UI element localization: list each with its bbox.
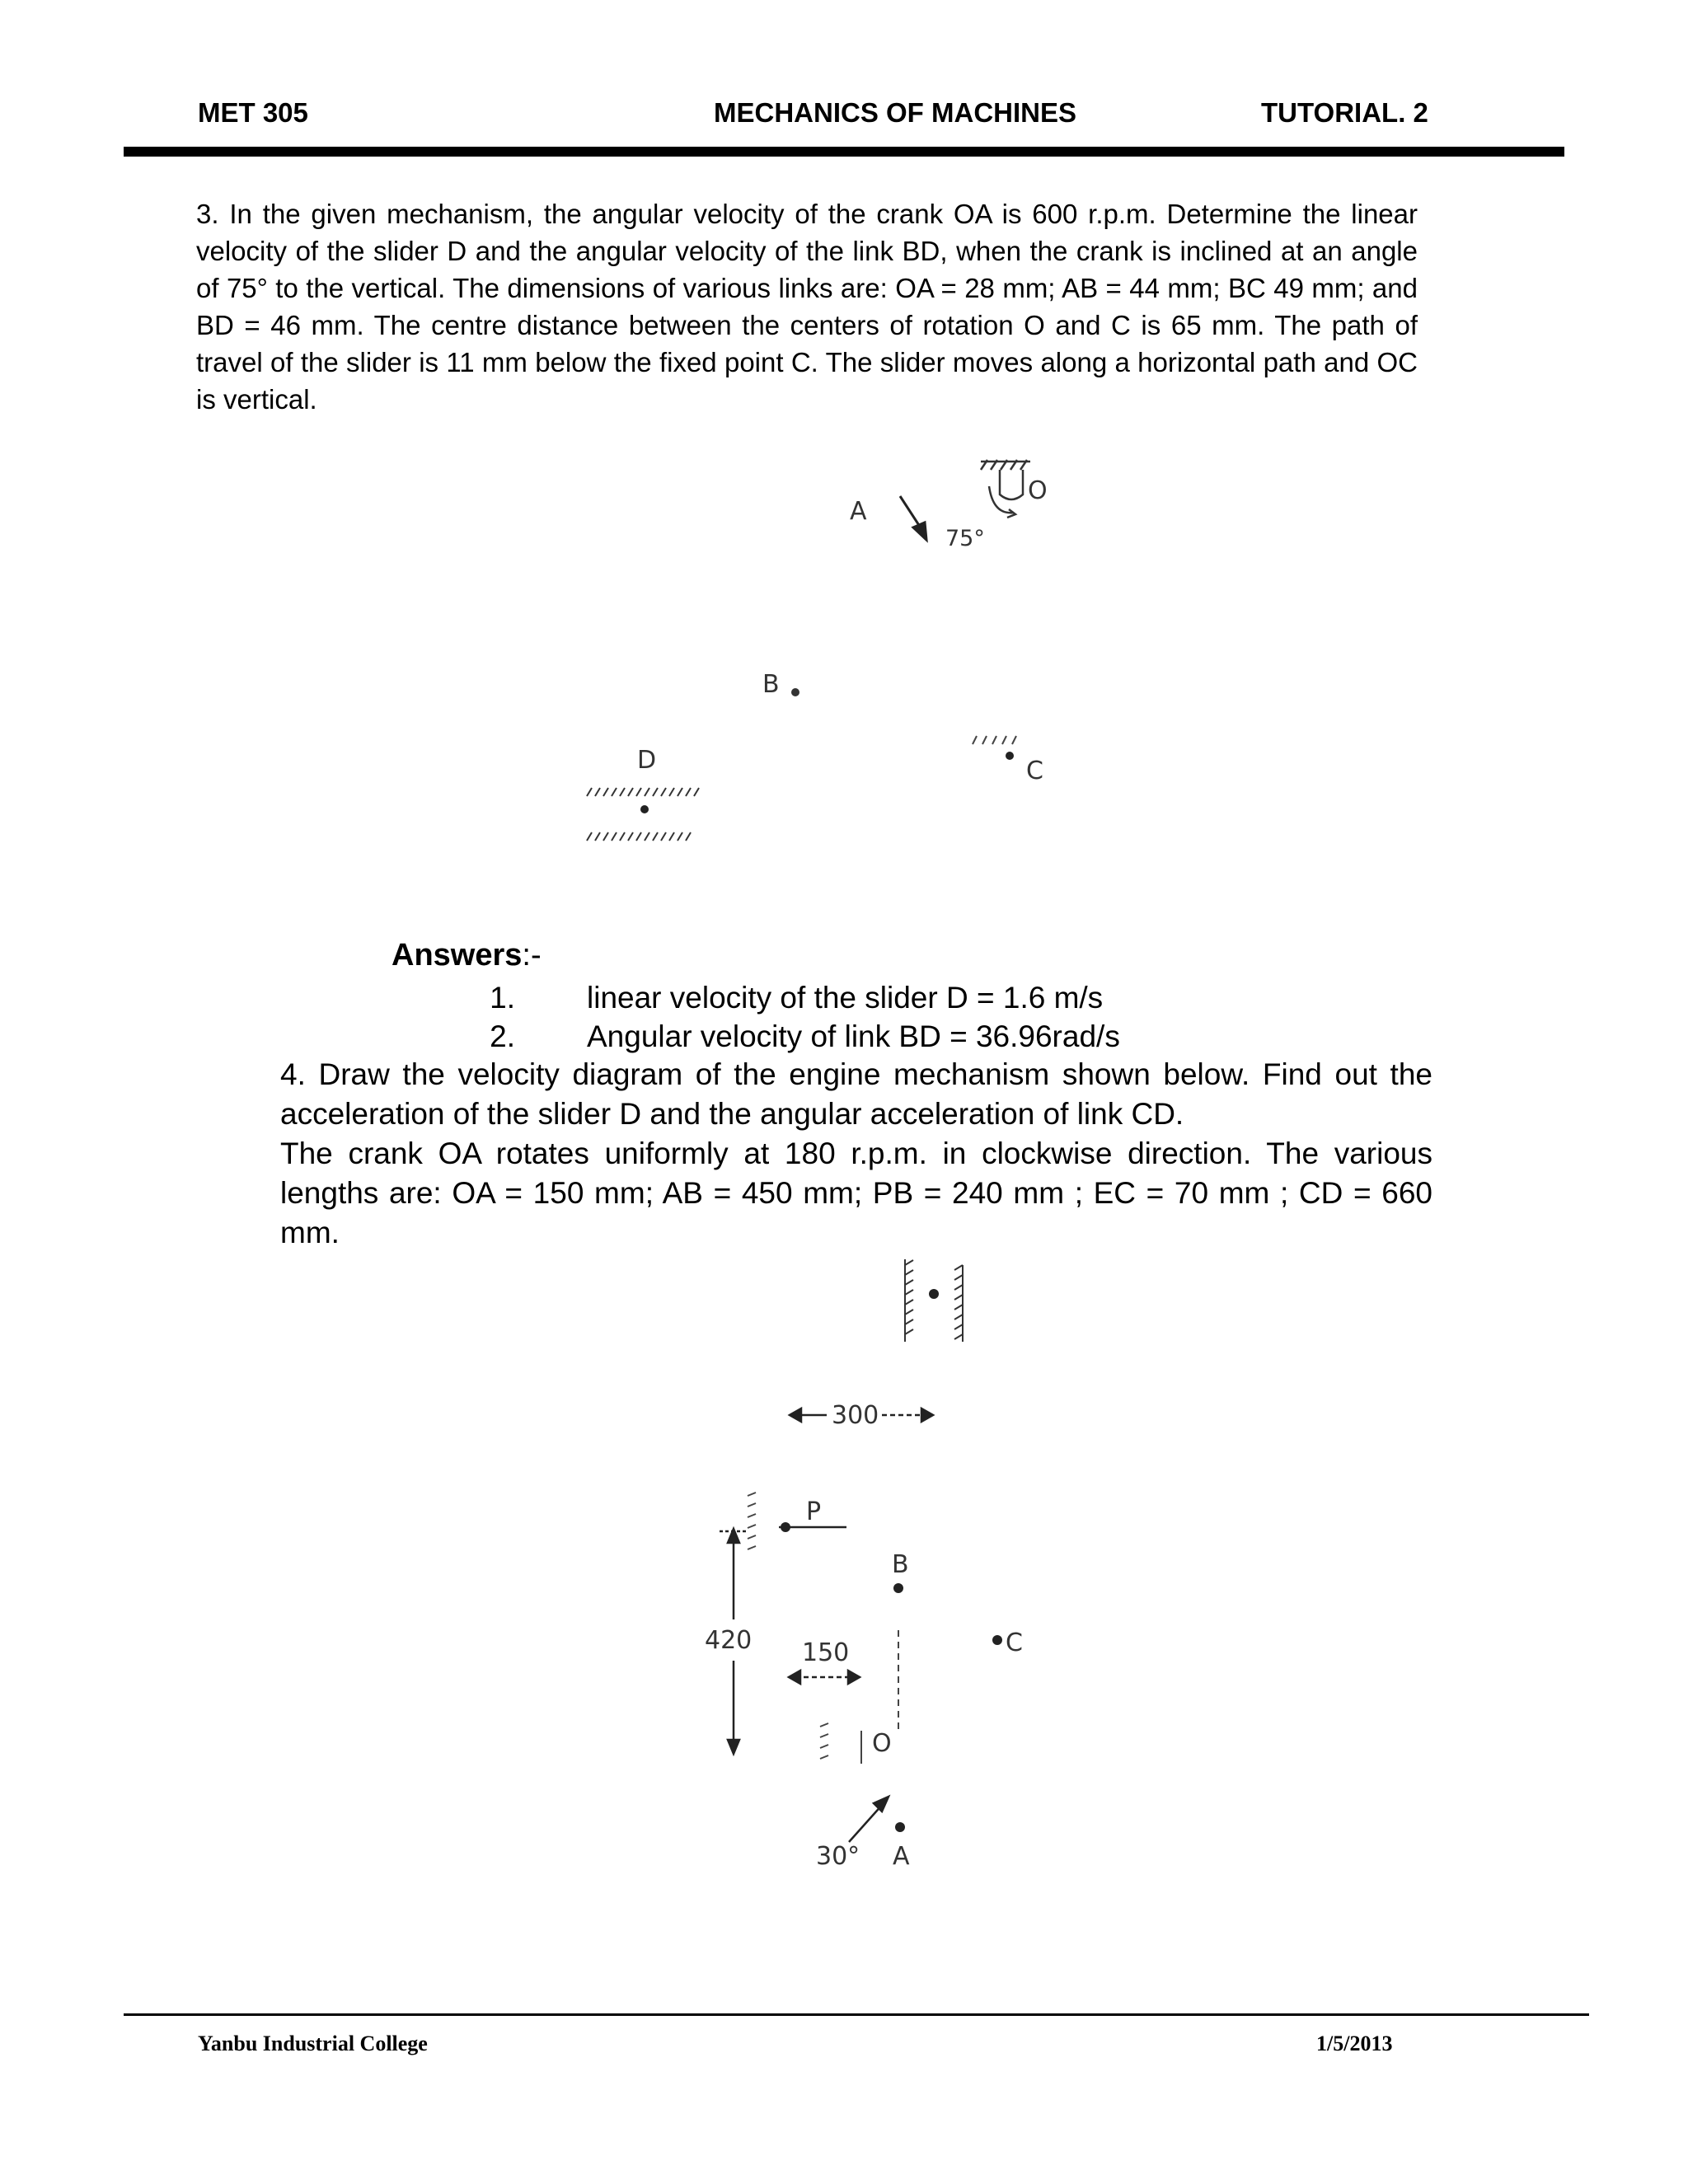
dimension-300-arrow xyxy=(790,1408,933,1422)
slider-p xyxy=(781,1522,790,1532)
answer-1-text: linear velocity of the slider D = 1.6 m/s xyxy=(587,981,1104,1015)
joint-a xyxy=(895,1822,905,1832)
document-title: MECHANICS OF MACHINES xyxy=(714,97,1077,128)
label-d: D xyxy=(637,746,657,775)
problem-3-figure xyxy=(0,0,1688,923)
footer-institution: Yanbu Industrial College xyxy=(198,2032,428,2055)
pivot-c xyxy=(992,1635,1002,1645)
dimension-150-arrow xyxy=(789,1671,860,1684)
answer-2-text: Angular velocity of link BD = 36.96rad/s xyxy=(587,1019,1120,1053)
label-c: C xyxy=(1006,1629,1023,1657)
dimension-420-arrow xyxy=(720,1529,746,1754)
pivot-c xyxy=(1006,752,1014,760)
dimension-300: 300 xyxy=(832,1401,879,1430)
footer-date: 1/5/2013 xyxy=(1316,2032,1393,2055)
answers-heading xyxy=(392,938,542,973)
problem-4-text xyxy=(280,1055,1432,1253)
label-p: P xyxy=(806,1497,822,1526)
footer-rule xyxy=(124,2013,1589,2016)
label-angle-75: 75° xyxy=(945,526,985,551)
answer-2-number: 2. xyxy=(490,1019,515,1053)
pivot-o-support xyxy=(820,1723,861,1764)
pivot-c-support xyxy=(973,736,1016,744)
crank-direction-arrow xyxy=(900,496,926,540)
answers-heading-suffix: :- xyxy=(522,938,542,972)
dimension-150: 150 xyxy=(802,1638,850,1667)
slider-d xyxy=(640,805,649,813)
label-angle-30: 30° xyxy=(816,1842,860,1871)
dimension-420: 420 xyxy=(705,1626,753,1655)
label-a: A xyxy=(893,1842,910,1871)
slider-d-vertical xyxy=(929,1289,939,1299)
slider-d-guides xyxy=(587,788,699,841)
problem-4-line-2: The crank OA rotates uniformly at 180 r.p.m. in clockwise direction. The various lengths are: OA = 150 mm; AB = 450 mm; PB = 240 mm ; EC = 70 mm ; CD = 660 mm. xyxy=(280,1137,1432,1249)
pivot-o-support xyxy=(981,460,1030,518)
label-b: B xyxy=(762,670,780,699)
tutorial-label: TUTORIAL. 2 xyxy=(1261,97,1428,128)
course-code: MET 305 xyxy=(198,97,308,128)
label-o: O xyxy=(1028,476,1048,505)
label-a: A xyxy=(850,497,867,526)
slider-vertical-guides xyxy=(905,1259,963,1342)
label-o: O xyxy=(872,1729,892,1758)
problem-3-text: 3. In the given mechanism, the angular velocity of the crank OA is 600 r.p.m. Determine the linear velocity of the slider D and the angular velocity of the link BD, when the crank is inclined at an angle of 75° to the vertical. The dimensions of various links are: OA = 28 mm; AB = 44 mm; BC 49 mm; and BD = 46 mm. The centre distance between the centers of rotation O and C is 65 mm. The path of travel of the slider is 11 mm below the fixed point C. The slider moves along a horizontal path and OC is vertical. xyxy=(196,199,1418,415)
answer-1-number: 1. xyxy=(490,981,515,1015)
joint-b xyxy=(893,1583,903,1593)
problem-4-line-1: 4. Draw the velocity diagram of the engine mechanism shown below. Find out the acceleration of the slider D and the angular acceleration of link CD. xyxy=(280,1057,1432,1131)
slider-p-guide xyxy=(748,1493,756,1549)
label-b: B xyxy=(892,1550,909,1579)
joint-b xyxy=(791,688,799,696)
answers-heading-label: Answers xyxy=(392,938,523,972)
label-c: C xyxy=(1026,757,1043,785)
crank-arrow xyxy=(849,1797,889,1842)
